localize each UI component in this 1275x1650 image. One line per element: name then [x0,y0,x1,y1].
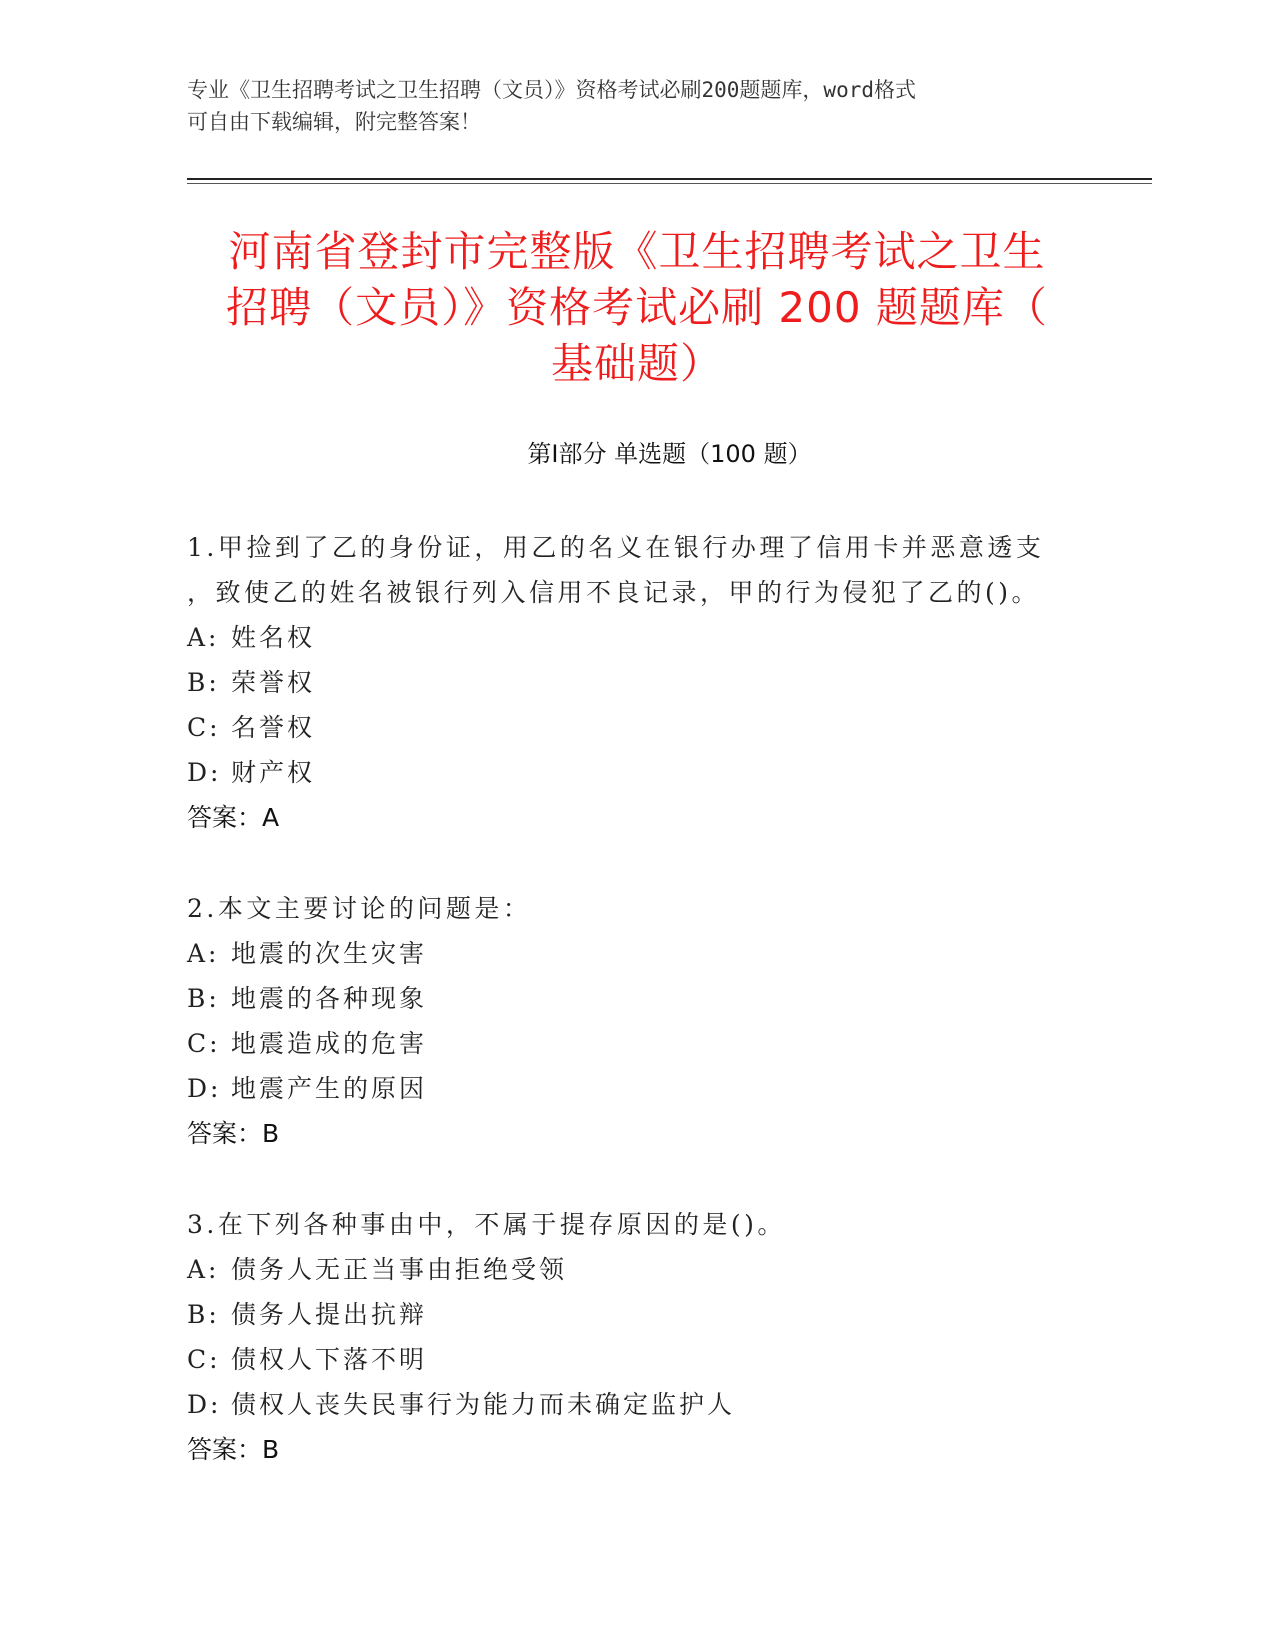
option-c [187,705,1107,750]
option-d [187,1382,1107,1427]
option-letter: B: [187,1300,220,1329]
header-rule-thin [187,183,1152,184]
option-text: 地震产生的原因 [231,1074,428,1103]
answer-line: 答案：A [187,803,280,832]
answer-line: 答案：B [187,1119,280,1148]
option-letter: D: [187,758,222,787]
answer-line: 答案：B [187,1435,280,1464]
document-title-line-1: 河南省登封市完整版《卫生招聘考试之卫生 [228,227,1046,276]
option-a [187,615,1107,660]
option-text: 地震的各种现象 [231,984,428,1013]
question-stem-line: 2.本文主要讨论的问题是： [187,894,532,923]
option-text: 名誉权 [231,713,316,742]
question-stem [187,1202,1107,1247]
option-letter: B: [187,984,220,1013]
option-b [187,660,1107,705]
option-letter: A: [187,1255,220,1284]
option-a [187,931,1107,976]
option-b [187,1292,1107,1337]
option-c [187,1021,1107,1066]
option-text: 债权人下落不明 [231,1345,428,1374]
option-letter: A: [187,623,220,652]
question-stem [187,886,1107,931]
question-list [187,525,1107,1518]
document-title-line-2: 招聘（文员）》资格考试必刷 200 题题库（ [226,283,1048,332]
header-note [187,74,1087,138]
option-letter: A: [187,939,220,968]
option-text: 地震的次生灾害 [231,939,428,968]
option-d [187,1066,1107,1111]
option-text: 姓名权 [231,623,316,652]
section-heading: 第Ⅰ部分 单选题（100 题） [527,440,812,468]
document-title-line-3: 基础题） [550,339,723,388]
question-stem-line: ，致使乙的姓名被银行列入信用不良记录，甲的行为侵犯了乙的()。 [187,578,1041,607]
option-letter: B: [187,668,220,697]
document-title [187,224,1087,392]
header-note-line-2: 可自由下载编辑，附完整答案！ [187,110,481,134]
option-letter: C: [187,713,221,742]
header-rule-thick [187,178,1152,180]
option-d [187,750,1107,795]
option-text: 地震造成的危害 [231,1029,428,1058]
option-b [187,976,1107,1021]
option-letter: C: [187,1345,221,1374]
option-c [187,1337,1107,1382]
question-1 [187,525,1107,840]
option-text: 荣誉权 [231,668,316,697]
option-text: 债务人无正当事由拒绝受领 [231,1255,568,1284]
option-text: 财产权 [231,758,316,787]
option-letter: D: [187,1390,222,1419]
question-stem-line: 3.在下列各种事由中，不属于提存原因的是()。 [187,1210,786,1239]
option-letter: D: [187,1074,222,1103]
option-text: 债权人丧失民事行为能力而未确定监护人 [231,1390,736,1419]
option-a [187,1247,1107,1292]
question-2 [187,886,1107,1156]
option-letter: C: [187,1029,221,1058]
option-text: 债务人提出抗辩 [231,1300,428,1329]
header-note-line-1: 专业《卫生招聘考试之卫生招聘（文员）》资格考试必刷200题题库，word格式 [187,78,916,102]
question-stem-line: 1.甲捡到了乙的身份证，用乙的名义在银行办理了信用卡并恶意透支 [187,533,1045,562]
question-stem [187,525,1107,615]
question-3 [187,1202,1107,1472]
